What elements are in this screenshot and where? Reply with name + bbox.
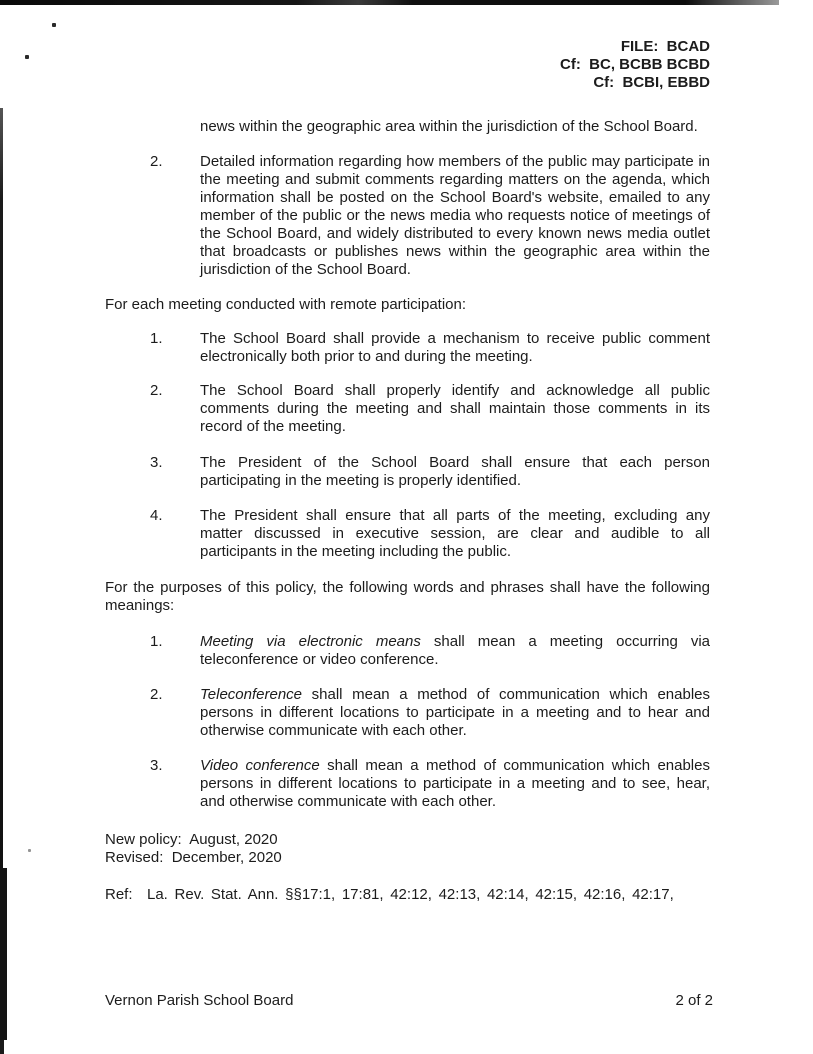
definition-item-2 [150, 686, 710, 740]
item-number: 3. [150, 757, 163, 774]
page-footer [105, 992, 713, 1010]
item-text: The School Board shall properly identify and acknowledge all public comments during the meeting and shall maintain those comments in its record of the meeting. [200, 382, 710, 435]
carryover-paragraph-fragment: news within the geographic area within the jurisdiction of the School Board. [200, 118, 698, 135]
scan-speck [28, 849, 31, 852]
definition-body: shall mean a method of communication which enables persons in different locations to participate in a meeting and to see, hear, and otherwise communicate with each other. [200, 757, 710, 810]
cf-codes-line-2: Cf: BCBI, EBBD [593, 74, 710, 91]
scan-edge-artifact-left [0, 108, 3, 870]
item-text: The President of the School Board shall ensure that each person participating in the meeting is properly identified. [200, 454, 710, 489]
scan-speck [52, 23, 56, 27]
definition-text [200, 633, 710, 669]
item-text: Detailed information regarding how members of the public may participate in the meeting and submit comments regarding matters on the agenda, which information shall be posted on the School Board's website, emailed to any member of the public or the news media who requests notice of meetings of the School Board, and widely distributed to every known news media outlet that broadcasts or publishes news within the geographic area within the jurisdiction of the School Board. [200, 153, 710, 278]
definition-text [200, 757, 710, 811]
item-text: The School Board shall provide a mechanism to receive public comment electronically both prior to and during the meeting. [200, 330, 710, 365]
legal-reference-line [105, 886, 710, 904]
revised-date-line: Revised: December, 2020 [105, 849, 282, 866]
definitions-heading: For the purposes of this policy, the following words and phrases shall have the following meanings: [105, 579, 710, 614]
item-number: 1. [150, 330, 163, 347]
ref-label: Ref: [105, 886, 133, 903]
defined-term: Teleconference [200, 686, 303, 703]
numbered-item-remote-2 [150, 382, 710, 436]
file-reference-header [105, 38, 710, 92]
definition-body: shall mean a method of communication which enables persons in different locations to participate in a meeting and to hear and otherwise communicate with each other. [200, 686, 710, 739]
item-number: 4. [150, 507, 163, 524]
scan-edge-artifact-left-lower [0, 868, 7, 1040]
item-text: The President shall ensure that all parts of the meeting, excluding any matter discussed in executive session, are clear and audible to all participants in the meeting including the public. [200, 507, 710, 560]
definition-item-3 [150, 757, 710, 811]
defined-term: Video conference [200, 757, 320, 774]
numbered-item-notice-2 [150, 153, 710, 279]
item-number: 2. [150, 382, 163, 399]
definition-item-1 [150, 633, 710, 669]
file-code-line: FILE: BCAD [620, 38, 710, 55]
numbered-item-remote-1 [150, 330, 710, 366]
policy-history [105, 831, 710, 867]
item-number: 1. [150, 633, 163, 650]
scan-edge-artifact-left-bottom [0, 1040, 4, 1054]
item-number: 3. [150, 454, 163, 471]
definition-body: shall mean a meeting occurring via teleconference or video conference. [200, 633, 710, 668]
organization-name: Vernon Parish School Board [105, 992, 294, 1009]
page-number: 2 of 2 [675, 992, 713, 1009]
defined-term: Meeting via electronic means [200, 633, 421, 650]
definition-text [200, 686, 710, 740]
numbered-item-remote-3 [150, 454, 710, 490]
scan-speck [25, 55, 29, 59]
ref-citations: La. Rev. Stat. Ann. §§17:1, 17:81, 42:12, 42:13, 42:14, 42:15, 42:16, 42:17, [147, 886, 674, 903]
cf-codes-line-1: Cf: BC, BCBB BCBD [560, 56, 710, 73]
scan-edge-artifact-top [0, 0, 779, 5]
document-body [105, 38, 710, 904]
new-policy-date-line: New policy: August, 2020 [105, 831, 278, 848]
numbered-item-remote-4 [150, 507, 710, 561]
item-number: 2. [150, 153, 163, 170]
item-number: 2. [150, 686, 163, 703]
remote-participation-heading: For each meeting conducted with remote participation: [105, 296, 467, 313]
